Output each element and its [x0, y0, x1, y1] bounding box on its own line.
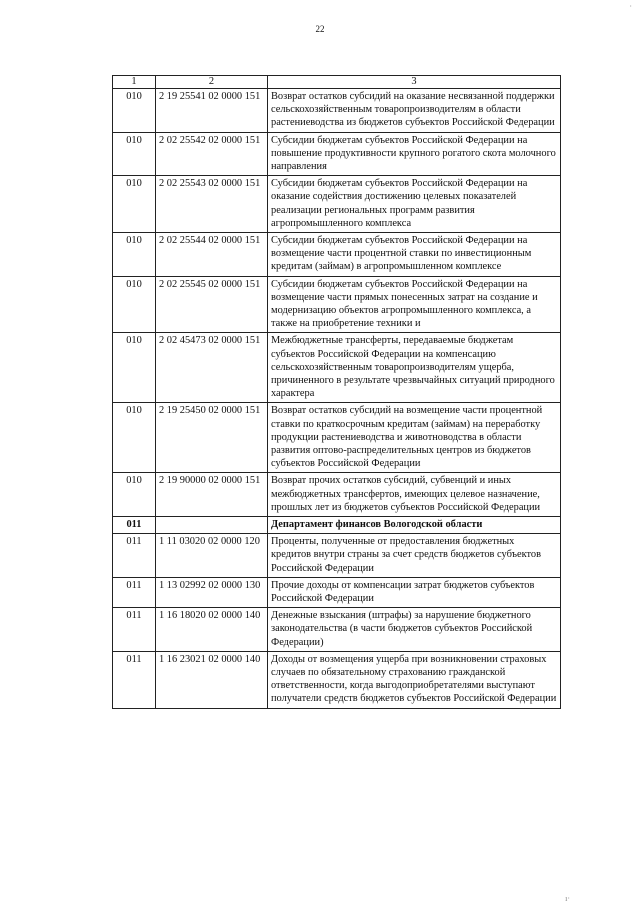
table-row: [113, 333, 561, 403]
admin-code-cell: 011: [113, 608, 156, 652]
admin-code-cell: 011: [113, 651, 156, 708]
table-row: [113, 651, 561, 708]
revenue-name-cell: Субсидии бюджетам субъектов Российской Федерации на оказание содействия достижению целевых показателей реализации региональных программ развития агропромышленного комплекса: [268, 176, 561, 233]
revenue-administrators-table: [112, 75, 561, 709]
table-row: [113, 534, 561, 578]
budget-code-cell: 2 02 25542 02 0000 151: [156, 132, 268, 176]
admin-code-cell: 010: [113, 276, 156, 333]
admin-code-cell: 010: [113, 232, 156, 276]
revenue-name-cell: Проценты, полученные от предоставления бюджетных кредитов внутри страны за счет средств бюджетов субъектов Российской Федерации: [268, 534, 561, 578]
revenue-name-cell: Возврат прочих остатков субсидий, субвенций и иных межбюджетных трансфертов, имеющих целевое назначение, прошлых лет из бюджетов субъектов Российской Федерации: [268, 473, 561, 517]
budget-code-cell: 2 02 25544 02 0000 151: [156, 232, 268, 276]
admin-code-cell: 010: [113, 176, 156, 233]
admin-code-cell: 010: [113, 403, 156, 473]
table-row: [113, 608, 561, 652]
header-row: [113, 76, 561, 89]
department-name-cell: Департамент финансов Вологодской области: [268, 517, 561, 534]
admin-code-cell: 010: [113, 132, 156, 176]
table-header: [113, 76, 561, 89]
table-row: [113, 232, 561, 276]
budget-code-cell: 2 02 25545 02 0000 151: [156, 276, 268, 333]
revenue-name-cell: Субсидии бюджетам субъектов Российской Федерации на повышение продуктивности крупного рогатого скота молочного направления: [268, 132, 561, 176]
budget-code-cell: 2 19 25541 02 0000 151: [156, 88, 268, 132]
revenue-name-cell: Возврат остатков субсидий на возмещение части процентной ставки по краткосрочным кредитам (займам) на переработку продукции растениеводства и животноводства в области развития оптово-распределительных центров из бюджетов субъектов Российской Федерации: [268, 403, 561, 473]
table-row: [113, 276, 561, 333]
scan-mark-top: ·: [629, 2, 632, 11]
admin-code-cell: 010: [113, 88, 156, 132]
admin-code-cell: 010: [113, 333, 156, 403]
table-row: [113, 403, 561, 473]
table-row: [113, 577, 561, 607]
table-body: [113, 88, 561, 708]
table-row: [113, 473, 561, 517]
admin-code-cell: 011: [113, 577, 156, 607]
budget-code-cell: 2 19 90000 02 0000 151: [156, 473, 268, 517]
budget-code-cell: 2 19 25450 02 0000 151: [156, 403, 268, 473]
budget-code-cell: [156, 517, 268, 534]
column-header-3: 3: [268, 76, 561, 89]
budget-code-cell: 1 13 02992 02 0000 130: [156, 577, 268, 607]
revenue-name-cell: Прочие доходы от компенсации затрат бюджетов субъектов Российской Федерации: [268, 577, 561, 607]
table-row: [113, 88, 561, 132]
admin-code-cell: 011: [113, 517, 156, 534]
budget-code-cell: 2 02 45473 02 0000 151: [156, 333, 268, 403]
budget-code-cell: 1 16 18020 02 0000 140: [156, 608, 268, 652]
revenue-name-cell: Доходы от возмещения ущерба при возникновении страховых случаев по обязательному страхованию гражданской ответственности, когда выгодоприобретателями выступают получатели средств бюджетов субъектов Российской Федерации: [268, 651, 561, 708]
revenue-name-cell: Денежные взыскания (штрафы) за нарушение бюджетного законодательства (в части бюджетов субъектов Российской Федерации): [268, 608, 561, 652]
page-number: 22: [315, 24, 325, 34]
column-header-2: 2: [156, 76, 268, 89]
budget-code-cell: 1 16 23021 02 0000 140: [156, 651, 268, 708]
admin-code-cell: 010: [113, 473, 156, 517]
column-header-1: 1: [113, 76, 156, 89]
revenue-name-cell: Межбюджетные трансферты, передаваемые бюджетам субъектов Российской Федерации на компенсацию сельскохозяйственным товаропроизводителям ущерба, причиненного в результате чрезвычайных ситуаций природного характера: [268, 333, 561, 403]
revenue-name-cell: Субсидии бюджетам субъектов Российской Федерации на возмещение части прямых понесенных затрат на создание и модернизацию объектов агропромышленного комплекса, а также на приобретение техники и: [268, 276, 561, 333]
scan-mark-bottom: ı·: [565, 894, 570, 903]
revenue-name-cell: Субсидии бюджетам субъектов Российской Федерации на возмещение части процентной ставки по инвестиционным кредитам (займам) в агропромышленном комплексе: [268, 232, 561, 276]
budget-code-cell: 2 02 25543 02 0000 151: [156, 176, 268, 233]
department-row: [113, 517, 561, 534]
budget-code-cell: 1 11 03020 02 0000 120: [156, 534, 268, 578]
revenue-name-cell: Возврат остатков субсидий на оказание несвязанной поддержки сельскохозяйственным товаропроизводителям в области растениеводства из бюджетов субъектов Российской Федерации: [268, 88, 561, 132]
table-row: [113, 176, 561, 233]
admin-code-cell: 011: [113, 534, 156, 578]
table-row: [113, 132, 561, 176]
